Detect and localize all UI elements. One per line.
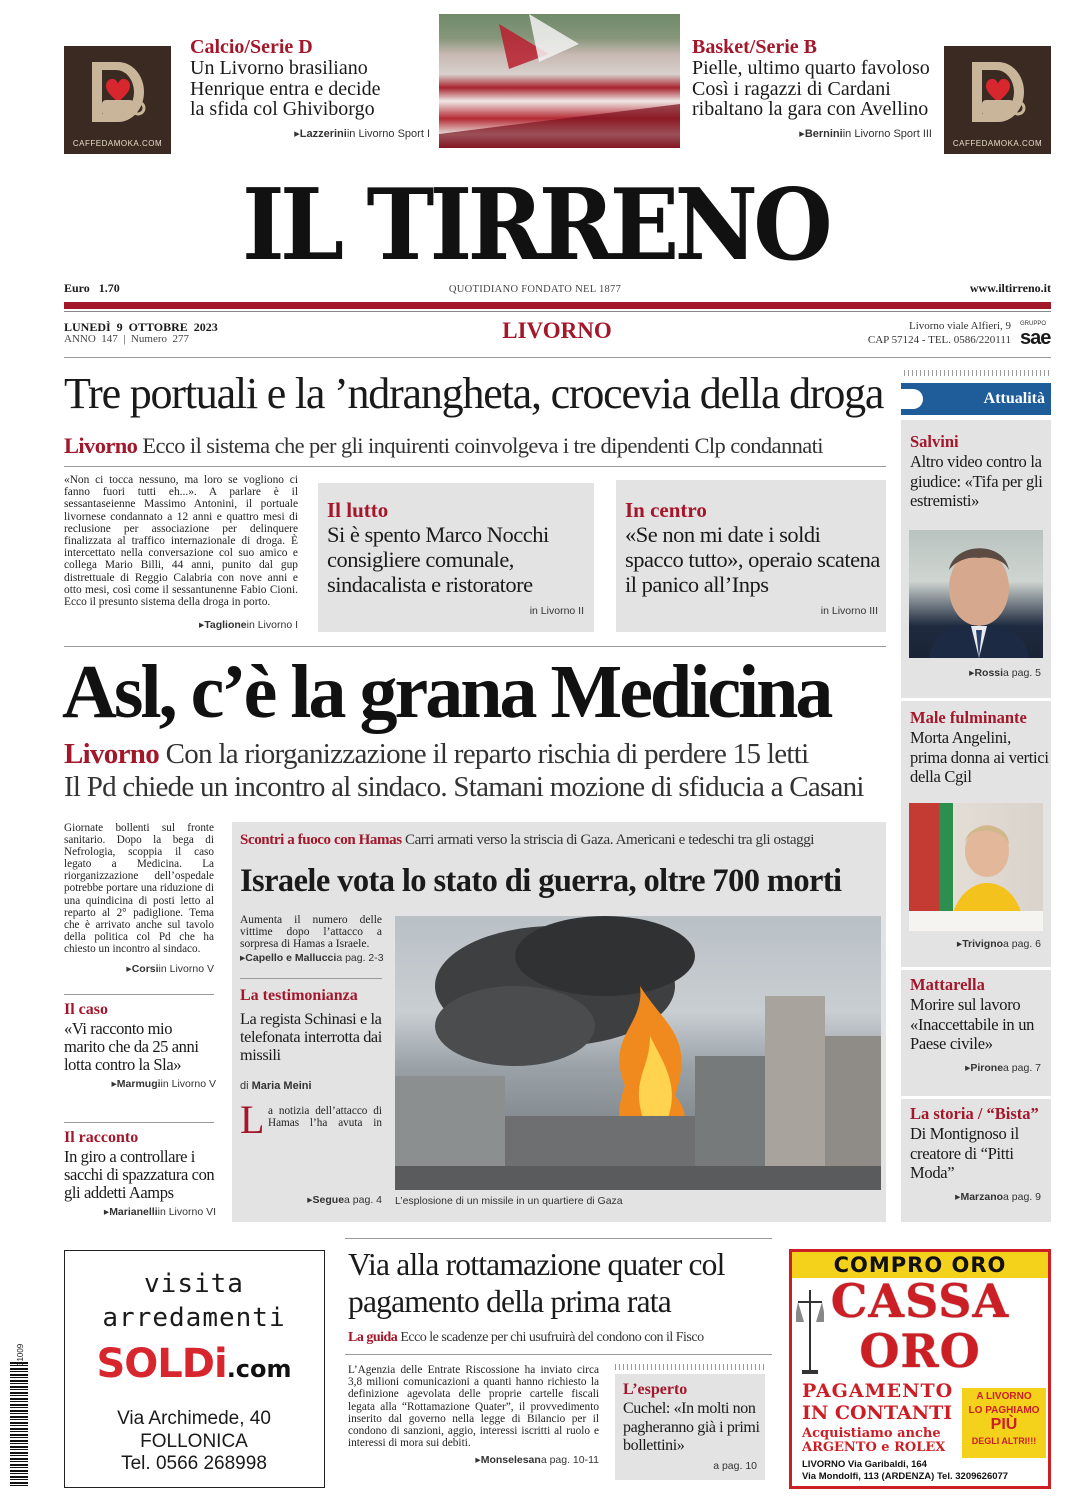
testimonianza-body-cont	[240, 1129, 382, 1191]
cassa-oro-ad[interactable]	[789, 1249, 1051, 1489]
main-ref-author: Corsi	[131, 963, 159, 975]
moka-ad-left[interactable]	[64, 46, 171, 154]
box-lutto-ref: in Livorno II	[529, 605, 584, 617]
sidebar-item-ref: ▸Pironea pag. 7	[965, 1061, 1041, 1074]
caso-headline: «Vi racconto mio marito che da 25 anni lotta contro la Sla»	[64, 1019, 199, 1074]
soldi-phone: Tel. 0566 268998	[121, 1453, 267, 1474]
price-label: Euro	[64, 281, 90, 295]
dropcap: L	[240, 1097, 265, 1142]
sidebar-item-bista[interactable]	[910, 1104, 1050, 1203]
lead-deck	[64, 432, 894, 460]
box-centro-kicker: In centro	[625, 498, 707, 522]
cassa-oro-buy: Acquistiamo anche	[802, 1426, 941, 1441]
racconto-ref-where: in Livorno VI	[157, 1206, 216, 1218]
sidebar-item-angelini[interactable]	[910, 708, 1050, 787]
cassa-oro-brand-1: CASSA	[830, 1274, 1010, 1328]
testimonianza-byline	[240, 1080, 312, 1092]
ad-caption: CAFFEDAMOKA.COM	[952, 139, 1043, 148]
sidebar-item-headline: Morta Angelini, prima donna ai vertici della Cgil	[910, 728, 1049, 786]
masthead-title: IL TIRRENO	[241, 168, 829, 283]
lead-headline[interactable]: Tre portuali e la ’ndrangheta, crocevia della droga	[64, 369, 884, 418]
address: Livorno viale Alfieri, 9	[908, 320, 1011, 332]
promo-right-where: in Livorno Sport III	[842, 127, 932, 140]
promo-left-line-3: la sfida col Ghiviborgo	[190, 98, 375, 120]
sidebar-item-kicker: La storia / “Bista”	[910, 1104, 1039, 1123]
israele-headline: Israele vota lo stato di guerra, oltre 700 morti	[240, 863, 842, 899]
box-lutto[interactable]	[318, 480, 594, 632]
lead-kicker: Livorno	[64, 433, 138, 458]
barcode-number: 31009	[16, 1343, 25, 1366]
group-label: GRUPPO	[1020, 321, 1047, 327]
promo-right-ref: ▸Berniniin Livorno Sport III	[799, 127, 932, 140]
promo-left-author: Lazzerini	[299, 127, 347, 140]
testimonianza-kicker: La testimonianza	[240, 987, 358, 1004]
promo-right-line-2: Così i ragazzi di Cardani	[692, 77, 891, 100]
main-deck-2: Il Pd chiede un incontro al sindaco. Stamani mozione di sfiducia a Casani	[64, 771, 864, 803]
sidebar-item-kicker: Male fulminante	[910, 708, 1027, 727]
rottamazione-body: L’Agenzia delle Entrate Riscossione ha inviato circa 3,8 milioni comunicazioni a quanti hanno richiesto la definizione agevolata delle proprie cartelle fiscali legata alla “Rottamazione Quater”, il provvedimento inserito dal governo nella legge di Bilancio per il condono di sanzioni, aggio, interessi iscritti al ruolo e interessi di mora sui debiti.	[348, 1364, 599, 1450]
soldi-ad-line-1: visita	[144, 1269, 244, 1299]
cassa-oro-brand-2: ORO	[859, 1324, 981, 1378]
main-body: Giornate bollenti sul fronte sanitario. Dopo la bega di Nefrologia, scoppia il caso legato a Medicina. La riorganizzazione dell’ospedale potrebbe portare una riduzione di una quindicina di posti letto al reparto al 2° padiglione. Tema che è arrivato anche sul tavolo della politica col Pd che ha chiesto un incontro al sindaco.	[64, 822, 214, 955]
box-lutto-headline: Si è spento Marco Nocchi consigliere comunale, sindacalista e ristoratore	[327, 522, 549, 597]
sidebar-item-headline: Morire sul lavoro «Inaccettabile in un Paese civile»	[910, 995, 1035, 1053]
cassa-oro-address-1: LIVORNO Via Garibaldi, 164	[802, 1459, 927, 1470]
lead-body: «Non ci tocca nessuno, ma loro se vogliono ci fanno fuori tutti eh...». A parlare è il sessantaseienne Massimo Antonini, il portuale livornese condannato a 12 anni e quattro mesi di reclusione per associazione per delinquere finalizzata al traffico internazionale di droga. È intercettato nella conversazione col suo amico e collega Mario Billi, 44 anni, punito dal gup distrettuale di Reggio Calabria con nove anni e otto mesi, così come il sessantunenne Fabio Cioni. Ecco il presunto sistema della droga in porto.	[64, 474, 298, 609]
cassa-oro-box-4: DEGLI ALTRI!!!	[971, 1436, 1037, 1446]
sidebar-item-kicker: Salvini	[910, 432, 959, 451]
main-deck-1-text: Con la riorganizzazione il reparto rischia di perdere 15 letti	[165, 738, 809, 770]
sidebar-divider	[901, 698, 1051, 701]
caso-kicker: Il caso	[64, 1001, 108, 1018]
promo-left-line-1: Un Livorno brasiliano	[190, 57, 368, 79]
sidebar-divider	[901, 967, 1051, 970]
israele-kicker-rest: Carri armati verso la striscia di Gaza. Americani e tedeschi tra gli ostaggi	[405, 832, 815, 848]
box-lutto-kicker: Il lutto	[327, 498, 389, 522]
tagline: QUOTIDIANO FONDATO NEL 1877	[448, 284, 622, 295]
cassa-oro-pay-2: IN CONTANTI	[802, 1402, 953, 1424]
date: LUNEDÌ 9 OTTOBRE 2023	[64, 320, 218, 334]
sidebar-item-ref-author: Rossi	[974, 667, 1004, 679]
esperto-headline: Cuchel: «In molti non pagheranno già i primi bollettini»	[623, 1400, 760, 1454]
testimonianza-ref: ▸Seguea pag. 4	[307, 1194, 382, 1206]
sidebar-item-ref-author: Trivigno	[962, 938, 1004, 950]
cassa-oro-buy-2: ARGENTO e ROLEX	[802, 1440, 946, 1455]
esperto-kicker: L’esperto	[623, 1381, 688, 1398]
testimonianza-ref-where: a pag. 4	[344, 1194, 382, 1206]
caso-ref: ▸Marmugiin Livorno V	[111, 1078, 216, 1090]
rottamazione-deck-text: Ecco le scadenze per chi usufruirà del condono con il Fisco	[400, 1330, 704, 1345]
sidebar-header	[901, 383, 1051, 415]
masthead-bottom-rule	[64, 357, 1051, 358]
sidebar-item-ref-where: a pag. 5	[1003, 667, 1041, 679]
israele-intro-author: Capello e Mallucci	[245, 952, 337, 964]
rottamazione-mid-rule	[345, 1354, 772, 1355]
coffee-cup-logo	[964, 56, 1030, 128]
cassa-oro-box-2: LO PAGHIAMO	[968, 1405, 1040, 1416]
esperto-dots	[615, 1364, 765, 1370]
promo-left[interactable]	[190, 36, 430, 140]
sidebar-item-ref: ▸Trivignoa pag. 6	[956, 938, 1041, 950]
promo-left-ref: ▸Lazzeriniin Livorno Sport I	[294, 127, 430, 140]
website-link[interactable]: www.iltirreno.it	[969, 281, 1051, 295]
racconto-headline: In giro a controllare i sacchi di spazzatura con gli addetti Aamps	[64, 1147, 215, 1202]
sidebar-item-headline: Altro video contro la giudice: «Tifa per gli estremisti»	[910, 452, 1043, 510]
gaza-photo	[395, 916, 881, 1190]
soldi-logo	[65, 1341, 323, 1387]
cassa-oro-top: COMPRO ORO	[833, 1253, 1007, 1277]
issue-number: ANNO 147 | Numero 277	[64, 333, 190, 345]
testimonianza-ref-author: Segue	[312, 1194, 345, 1206]
testimonianza-top-rule	[240, 978, 382, 979]
testimonianza-body: a notizia dell’attacco di Hamas l’ha avuta in	[268, 1105, 382, 1129]
israele-box[interactable]	[232, 822, 886, 1222]
israele-intro-where: a pag. 2-3	[336, 952, 384, 964]
sidebar-item-ref-where: a pag. 9	[1003, 1190, 1041, 1203]
promo-right-author: Bernini	[804, 127, 843, 140]
rottamazione-deck	[348, 1330, 776, 1346]
masthead-grey-rule	[64, 311, 1051, 312]
lead-deck-text: Ecco il sistema che per gli inquirenti coinvolgeva i tre dipendenti Clp condannati	[142, 433, 823, 458]
sidebar-header-tab-icon	[901, 389, 923, 409]
caso-ref-author: Marmugi	[116, 1078, 161, 1090]
cassa-oro-box-3: PIÙ	[990, 1416, 1018, 1433]
lead-rule	[64, 466, 886, 467]
caso-rule	[64, 994, 214, 995]
main-headline[interactable]: Asl, c’è la grana Medicina	[62, 650, 831, 734]
salvini-photo	[909, 530, 1043, 658]
esperto-ref: a pag. 10	[713, 1460, 757, 1472]
sidebar-item-kicker: Mattarella	[910, 975, 985, 994]
cassa-oro-pay-1: PAGAMENTO	[802, 1380, 954, 1402]
byline-prefix: di	[240, 1080, 249, 1092]
byline-name: Maria Meini	[251, 1080, 312, 1092]
rottamazione-headline[interactable]: Via alla rottamazione quater col pagamento della prima rata	[348, 1247, 725, 1319]
racconto-rule	[64, 1122, 214, 1123]
soldi-brand-suffix: .com	[226, 1355, 292, 1383]
cassa-oro-box-1: A LIVORNO	[976, 1391, 1032, 1402]
main-ref: ▸Corsiin Livorno V	[126, 963, 214, 975]
price-value: 1.70	[98, 281, 120, 295]
esperto-box[interactable]	[615, 1374, 765, 1480]
gaza-photo-caption: L’esplosione di un missile in un quartiere di Gaza	[395, 1195, 623, 1207]
soldi-ad[interactable]	[64, 1250, 325, 1488]
main-ref-where: in Livorno V	[158, 963, 214, 975]
sidebar-item-ref-where: a pag. 6	[1003, 938, 1041, 950]
rottamazione-ref-where: a pag. 10-11	[540, 1454, 599, 1466]
box-centro-headline: «Se non mi date i soldi spacco tutto», operaio scatena il panico all’Inps	[625, 522, 880, 597]
caso-story[interactable]	[64, 1000, 216, 1090]
sidebar-dots	[904, 370, 1051, 376]
promo-left-where: in Livorno Sport I	[346, 127, 430, 140]
sidebar-item-ref-author: Marzano	[960, 1190, 1004, 1203]
lead-ref-author: Taglione	[204, 619, 247, 631]
promo-left-kicker: Calcio/Serie D	[190, 36, 313, 58]
soldi-brand: SOLDi	[96, 1341, 227, 1387]
soldi-city: FOLLONICA	[140, 1431, 248, 1452]
israele-kicker: Scontri a fuoco con Hamas	[240, 832, 402, 848]
main-deck-1	[64, 737, 894, 771]
racconto-ref-author: Marianelli	[109, 1206, 158, 1218]
sae-logo: sae	[1020, 327, 1051, 349]
box-lutto-top-border	[318, 480, 594, 483]
sidebar-item-ref-author: Pirone	[970, 1061, 1004, 1074]
cap-phone: CAP 57124 - TEL. 0586/220111	[867, 334, 1011, 346]
stadium-photo	[439, 14, 680, 148]
rottamazione-top-rule	[345, 1238, 772, 1239]
moka-ad-right[interactable]	[944, 46, 1051, 154]
rottamazione-ref-author: Monselesan	[480, 1454, 541, 1466]
israele-intro-ref: ▸Capello e Malluccia pag. 2-3	[240, 952, 384, 964]
soldi-ad-line-2: arredamenti	[102, 1303, 286, 1333]
sidebar-item-salvini[interactable]	[910, 432, 1050, 511]
soldi-address: Via Archimede, 40	[117, 1408, 271, 1429]
racconto-kicker: Il racconto	[64, 1129, 139, 1146]
rottamazione-ref: ▸Monselesana pag. 10-11	[475, 1454, 599, 1466]
sidebar-item-headline: Di Montignoso il creatore di “Pitti Moda”	[910, 1124, 1019, 1182]
sidebar-divider	[901, 1096, 1051, 1099]
cassa-oro-yellow-box	[962, 1388, 1046, 1458]
lead-ref-where: in Livorno I	[246, 619, 298, 631]
edition-name: LIVORNO	[502, 318, 612, 343]
israele-intro: Aumenta il numero delle vittime dopo l’attacco a sorpresa di Hamas a Israele.	[240, 914, 382, 951]
testimonianza-headline: La regista Schinasi e la telefonata interrotta dai missili	[240, 1009, 382, 1065]
box-centro[interactable]	[616, 480, 886, 632]
main-kicker: Livorno	[64, 738, 159, 770]
ad-caption: CAFFEDAMOKA.COM	[72, 139, 163, 148]
promo-right-kicker: Basket/Serie B	[692, 36, 817, 58]
sidebar-item-ref-where: a pag. 7	[1003, 1061, 1041, 1074]
barcode	[10, 1362, 28, 1488]
caso-ref-where: in Livorno V	[160, 1078, 216, 1090]
israele-kicker-line	[240, 832, 880, 849]
sidebar-item-ref: ▸Marzanoa pag. 9	[955, 1190, 1041, 1203]
promo-right-line-1: Pielle, ultimo quarto favoloso	[692, 57, 930, 79]
sidebar-header-label: Attualità	[983, 390, 1045, 407]
sidebar-item-ref: ▸Rossia pag. 5	[969, 667, 1041, 679]
lead-ref: ▸Taglionein Livorno I	[198, 619, 298, 631]
promo-right-line-3: ribaltano la gara con Avellino	[692, 98, 929, 120]
coffee-cup-logo	[84, 56, 150, 128]
promo-left-line-2: Henrique entra e decide	[190, 77, 381, 100]
cassa-oro-address-2: Via Mondolfi, 113 (ARDENZA) Tel. 3209626077	[802, 1471, 1009, 1482]
racconto-story[interactable]	[64, 1128, 216, 1218]
racconto-ref: ▸Marianelliin Livorno VI	[103, 1206, 216, 1218]
sidebar-item-mattarella[interactable]	[910, 975, 1050, 1074]
masthead-red-rule	[64, 302, 1051, 309]
angelini-photo	[909, 803, 1043, 931]
promo-right[interactable]	[692, 36, 932, 140]
rottamazione-kicker: La guida	[348, 1330, 398, 1345]
box-centro-ref: in Livorno III	[820, 605, 878, 617]
